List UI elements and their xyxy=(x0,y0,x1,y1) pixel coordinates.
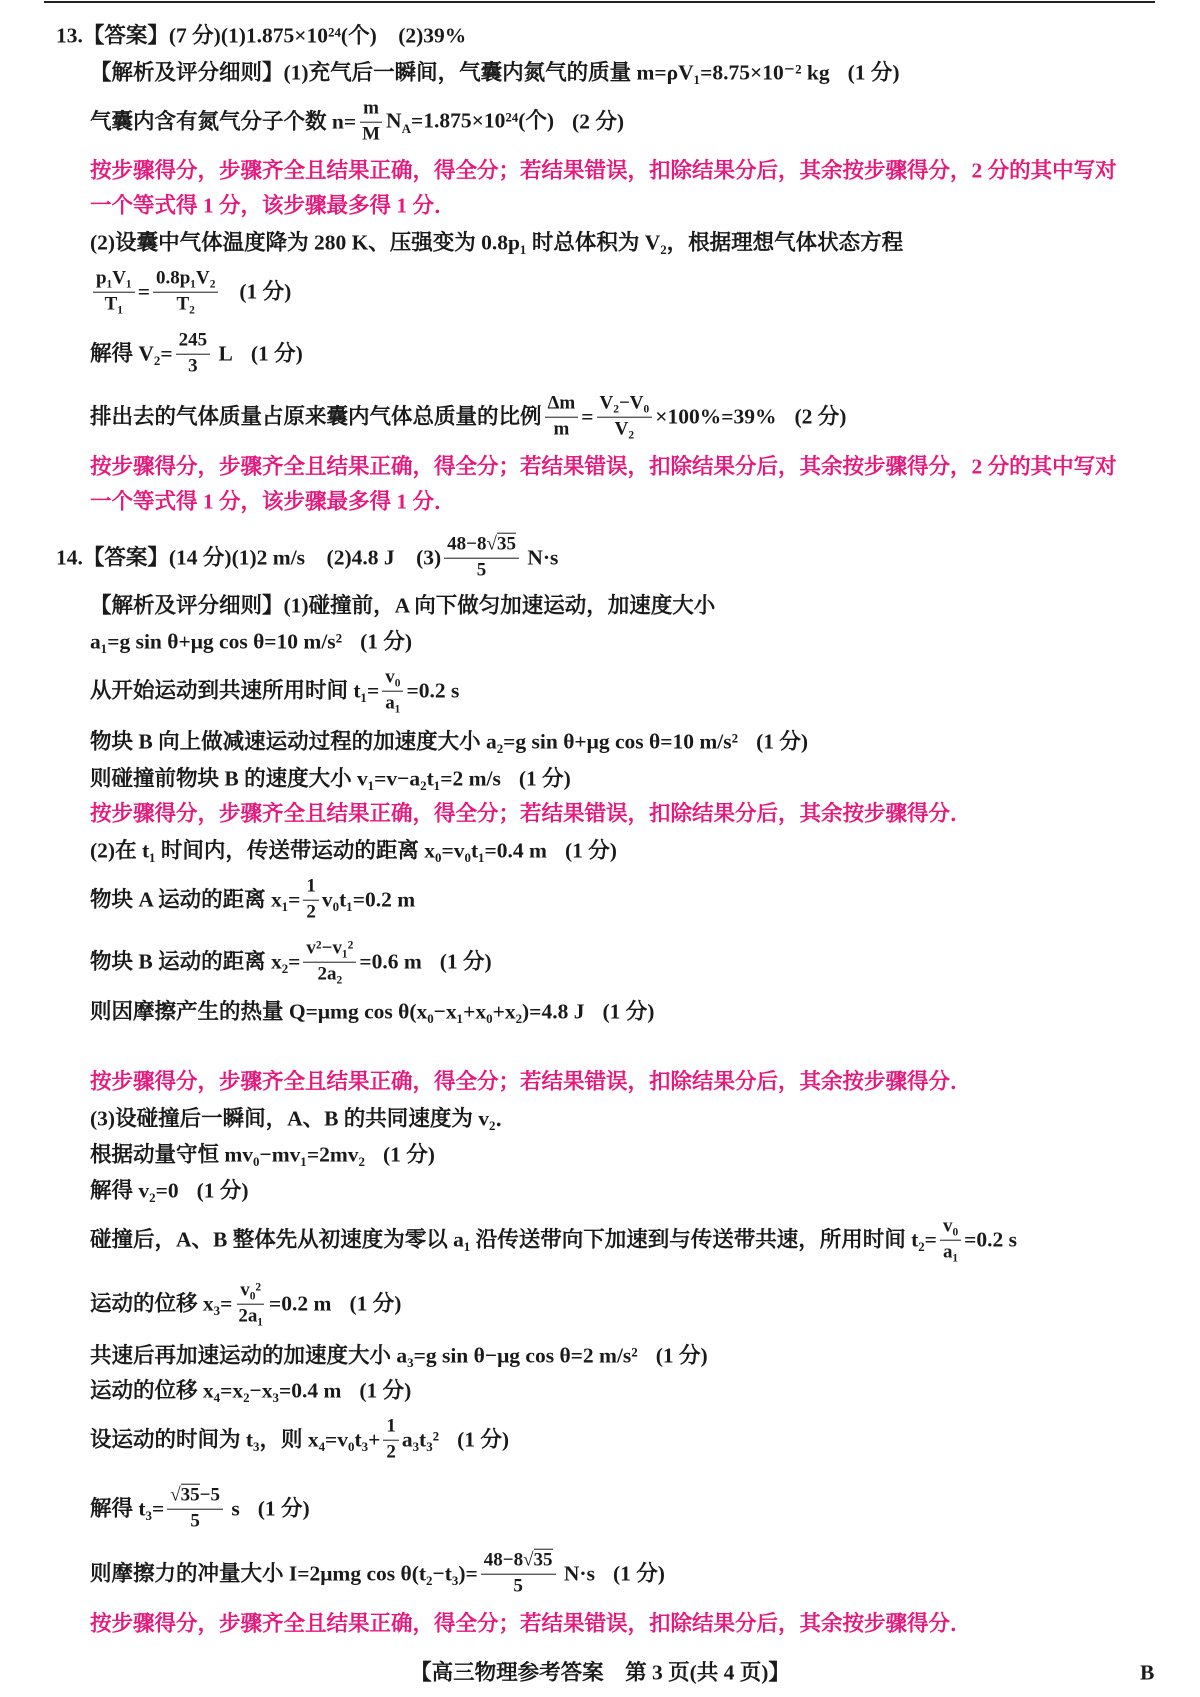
square-root xyxy=(523,1549,552,1571)
unit-text: s xyxy=(226,1496,240,1521)
fraction xyxy=(597,393,653,442)
formula-text: 共速后再加速运动的加速度大小 a₃=g sin θ−μg cos θ=2 m/s² xyxy=(90,1343,638,1368)
q13-state-equation-line xyxy=(90,268,291,317)
formula-text: 运动的位移 x₃= xyxy=(90,1291,233,1316)
formula-text: =0.2 s xyxy=(406,678,460,703)
fraction-numerator: 245 xyxy=(176,330,211,355)
score-label: (2 分) xyxy=(572,109,624,134)
radical-sign: √ xyxy=(486,533,497,555)
analysis-text: (1)充气后一瞬间，气囊内氮气的质量 m=ρV₁=8.75×10⁻² kg xyxy=(283,60,830,85)
fraction-denominator: m xyxy=(553,418,570,440)
scoring-note: 一个等式得 1 分，该步骤最多得 1 分． xyxy=(90,193,456,218)
radical-sign: √ xyxy=(523,1549,534,1571)
q14-scoring-note-1 xyxy=(90,801,972,828)
answer-tag: 【答案】 xyxy=(82,545,169,570)
score-label: (1 分) xyxy=(518,766,571,791)
fraction xyxy=(235,1280,266,1329)
formula-text: 根据动量守恒 mv₀−mv₁=2mv₂ xyxy=(90,1142,365,1167)
scoring-note: 按步骤得分，步骤齐全且结果正确，得全分；若结果错误，扣除结果分后，其余按步骤得分，2 分的其中写对 xyxy=(90,454,1117,479)
fraction-denominator: 2 xyxy=(306,901,316,923)
unit-text: N·s xyxy=(558,1561,595,1586)
fraction-numerator: m xyxy=(360,98,382,123)
formula-text: 物块 A 运动的距离 x₁= xyxy=(90,887,301,912)
fraction xyxy=(359,98,383,147)
q14-impulse-line xyxy=(90,1550,665,1599)
formula-text: =0.6 m xyxy=(359,949,422,974)
fraction-denominator: a₁ xyxy=(942,1241,959,1263)
q14-analysis-line xyxy=(90,593,715,620)
formula-text: 解得 t₃= xyxy=(90,1496,165,1521)
fraction xyxy=(176,330,211,379)
q13-scoring-note-2-line-2 xyxy=(90,489,456,516)
fraction xyxy=(481,1550,556,1599)
fraction xyxy=(303,938,356,987)
radicand: 35 xyxy=(180,1484,200,1506)
fraction-numerator: v²−v₁² xyxy=(303,938,356,963)
scoring-note: 按步骤得分，步骤齐全且结果正确，得全分；若结果错误，扣除结果分后，其余按步骤得分． xyxy=(90,1611,972,1636)
fraction-denominator: 5 xyxy=(513,1575,523,1597)
radical-sign: √ xyxy=(170,1484,181,1506)
formula-text: ×100%=39% xyxy=(655,404,777,429)
answer-text: (7 分)(1)1.875×10²⁴(个) (2)39% xyxy=(168,23,467,48)
formula-text: =0.2 s xyxy=(964,1227,1018,1252)
fraction xyxy=(382,667,403,716)
analysis-text: (1)碰撞前，A 向下做匀加速运动，加速度大小 xyxy=(283,593,716,618)
analysis-text: (2)设囊中气体温度降为 280 K、压强变为 0.8p₁ 时总体积为 V₂，根据理想气体状态方程 xyxy=(90,230,904,255)
page-footer xyxy=(0,1660,1200,1687)
score-label: (1 分) xyxy=(564,838,617,863)
unit-text: N·s xyxy=(521,545,559,570)
equals-sign: = xyxy=(581,404,594,429)
score-label: (1 分) xyxy=(382,1142,435,1167)
formula-text: 解得 V₂= xyxy=(90,341,173,366)
q14-answer-line xyxy=(56,534,558,583)
score-label: (1 分) xyxy=(612,1561,665,1586)
radicand: 35 xyxy=(496,533,516,555)
question-number: 14. xyxy=(56,545,83,570)
fraction-numerator: v₀ xyxy=(382,667,403,692)
q14-heat-line xyxy=(90,999,654,1026)
analysis-text: (3)设碰撞后一瞬间，A、B 的共同速度为 v₂． xyxy=(90,1106,517,1131)
fraction-denominator: 5 xyxy=(476,559,487,581)
fraction-numerator: p₁V₁ xyxy=(93,268,135,293)
fraction-denominator: 2 xyxy=(386,1441,396,1463)
q14-part3-intro xyxy=(90,1106,517,1133)
analysis-tag: 【解析及评分细则】 xyxy=(90,60,284,85)
formula-text: 物块 B 运动的距离 x₂= xyxy=(90,949,301,974)
fraction-denominator: a₁ xyxy=(385,692,401,714)
score-label: (1 分) xyxy=(360,629,413,654)
fraction-denominator: T₂ xyxy=(176,293,195,315)
numerator-term: −5 xyxy=(199,1484,220,1506)
answer-text: (14 分)(1)2 m/s (2)4.8 J (3) xyxy=(168,545,442,570)
q13-molecule-count-line xyxy=(90,98,624,147)
fraction-numerator xyxy=(481,1550,556,1575)
score-label: (1 分) xyxy=(250,341,303,366)
numerator-term: 48−8 xyxy=(483,1549,524,1571)
fraction-denominator: 3 xyxy=(188,355,198,377)
formula-text: 则因摩擦产生的热量 Q=μmg cos θ(x₀−x₁+x₀+x₂)=4.8 J xyxy=(90,999,585,1024)
formula-text: 物块 B 向上做减速运动过程的加速度大小 a₂=g sin θ+μg cos θ=10 m/s² xyxy=(90,729,739,754)
q14-scoring-note-2 xyxy=(90,1069,972,1096)
top-rule xyxy=(44,1,1155,3)
fraction xyxy=(167,1485,223,1534)
q13-volume-result-line xyxy=(90,330,303,379)
fraction-denominator: 5 xyxy=(190,1510,200,1532)
question-number: 13. xyxy=(56,23,83,48)
formula-text: 运动的位移 x₄=x₂−x₃=0.4 m xyxy=(90,1378,342,1403)
q13-part2-intro xyxy=(90,230,903,257)
answer-tag: 【答案】 xyxy=(82,23,169,48)
fraction-denominator: T₁ xyxy=(104,293,124,315)
formula-text: 则碰撞前物块 B 的速度大小 v₁=v−a₂t₁=2 m/s xyxy=(90,766,501,791)
fraction-numerator xyxy=(444,534,519,559)
formula-text: 解得 v₂=0 xyxy=(90,1178,179,1203)
avogadro-term xyxy=(386,107,554,137)
fraction-numerator: v₀² xyxy=(237,1280,264,1305)
q13-answer-line xyxy=(56,23,466,50)
formula-text: =0.2 m xyxy=(269,1291,332,1316)
formula-text: 从开始运动到共速所用时间 t₁= xyxy=(90,678,380,703)
numerator-term: 48−8 xyxy=(447,533,487,555)
formula-text: 排出去的气体质量占原来囊内气体总质量的比例 xyxy=(90,404,542,429)
q14-velocity-v1-line xyxy=(90,766,571,793)
score-label: (1 分) xyxy=(239,279,292,304)
q14-result-v2-line xyxy=(90,1178,249,1205)
q14-momentum-line xyxy=(90,1142,435,1169)
formula-text: a₁=g sin θ+μg cos θ=10 m/s² xyxy=(90,629,343,654)
q14-time-eq-t3-line xyxy=(90,1416,509,1465)
fraction xyxy=(545,393,579,442)
score-label: (1 分) xyxy=(602,999,655,1024)
formula-text: 设运动的时间为 t₃，则 x₄=v₀t₃+ xyxy=(90,1427,381,1452)
q14-disp-x4-line xyxy=(90,1378,411,1405)
q14-accel-a3-line xyxy=(90,1343,708,1370)
avogadro-subscript: A xyxy=(401,120,411,136)
fraction-denominator: 2a₁ xyxy=(238,1305,264,1327)
formula-text: 碰撞后，A、B 整体先从初速度为零以 a₁ 沿传送带向下加速到与传送带共速，所用时间 t₂= xyxy=(90,1227,937,1252)
formula-text: (2)在 t₁ 时间内，传送带运动的距离 x₀=v₀t₁=0.4 m xyxy=(90,838,547,863)
q14-disp-x3-line xyxy=(90,1280,401,1329)
formula-text: v₀t₁=0.2 m xyxy=(321,887,416,912)
q14-time-t2-line xyxy=(90,1216,1017,1265)
avogadro-symbol: N xyxy=(386,108,402,133)
unit-text: L xyxy=(213,341,233,366)
q14-scoring-note-3 xyxy=(90,1611,972,1638)
footer-text: 【高三物理参考答案 第 3 页(共 4 页)】 xyxy=(410,1660,790,1685)
scoring-note: 按步骤得分，步骤齐全且结果正确，得全分；若结果错误，扣除结果分后，其余按步骤得分． xyxy=(90,801,972,826)
equals-sign: = xyxy=(137,279,150,304)
q13-scoring-note-2-line-1 xyxy=(90,454,1117,481)
formula-text: a₃t₃² xyxy=(401,1427,440,1452)
formula-text: 则摩擦力的冲量大小 I=2μmg cos θ(t₂−t₃)= xyxy=(90,1561,478,1586)
score-label: (2 分) xyxy=(794,404,847,429)
fraction-numerator: v₀ xyxy=(940,1216,961,1241)
q14-dist-x1-line xyxy=(90,876,415,925)
q14-accel-a2-line xyxy=(90,729,808,756)
fraction xyxy=(383,1416,399,1465)
score-label: (1 分) xyxy=(756,729,809,754)
fraction xyxy=(93,268,135,317)
score-label: (1 分) xyxy=(847,60,900,85)
score-label: (1 分) xyxy=(439,949,492,974)
scoring-note: 按步骤得分，步骤齐全且结果正确，得全分；若结果错误，扣除结果分后，其余按步骤得分． xyxy=(90,1069,972,1094)
score-label: (1 分) xyxy=(655,1343,708,1368)
formula-text: =1.875×10²⁴(个) xyxy=(410,108,555,133)
analysis-tag: 【解析及评分细则】 xyxy=(90,593,284,618)
score-label: (1 分) xyxy=(359,1378,412,1403)
q13-mass-ratio-line xyxy=(90,393,846,442)
formula-text: 气囊内含有氮气分子个数 n= xyxy=(90,109,357,134)
q14-result-t3-line xyxy=(90,1485,310,1534)
q13-scoring-note-1-line-1 xyxy=(90,158,1117,185)
fraction xyxy=(153,268,218,317)
fraction-numerator: Δm xyxy=(545,393,579,418)
q13-scoring-note-1-line-2 xyxy=(90,193,456,220)
fraction xyxy=(303,876,319,925)
radicand: 35 xyxy=(533,1549,553,1571)
q14-accel-a1-line xyxy=(90,629,412,656)
scoring-note: 一个等式得 1 分，该步骤最多得 1 分． xyxy=(90,489,456,514)
paper-version-label: B xyxy=(1140,1660,1155,1685)
fraction-numerator: V₂−V₀ xyxy=(597,393,653,418)
fraction-numerator: 1 xyxy=(303,876,319,901)
scoring-note: 按步骤得分，步骤齐全且结果正确，得全分；若结果错误，扣除结果分后，其余按步骤得分，2 分的其中写对 xyxy=(90,158,1117,183)
fraction xyxy=(444,534,519,583)
q13-analysis-line xyxy=(90,60,900,87)
fraction-numerator: 0.8p₁V₂ xyxy=(153,268,218,293)
q14-belt-x0-line xyxy=(90,838,617,865)
fraction-denominator: V₂ xyxy=(614,418,635,440)
fraction xyxy=(940,1216,961,1265)
fraction-numerator: 1 xyxy=(383,1416,399,1441)
q14-time-t1-line xyxy=(90,667,459,716)
score-label: (1 分) xyxy=(349,1291,402,1316)
square-root xyxy=(170,1484,199,1506)
fraction-denominator: M xyxy=(362,123,381,145)
q14-dist-x2-line xyxy=(90,938,492,987)
square-root xyxy=(487,533,516,555)
score-label: (1 分) xyxy=(196,1178,249,1203)
fraction-numerator xyxy=(167,1485,223,1510)
fraction-denominator: 2a₂ xyxy=(317,963,343,985)
score-label: (1 分) xyxy=(257,1496,310,1521)
score-label: (1 分) xyxy=(457,1427,510,1452)
